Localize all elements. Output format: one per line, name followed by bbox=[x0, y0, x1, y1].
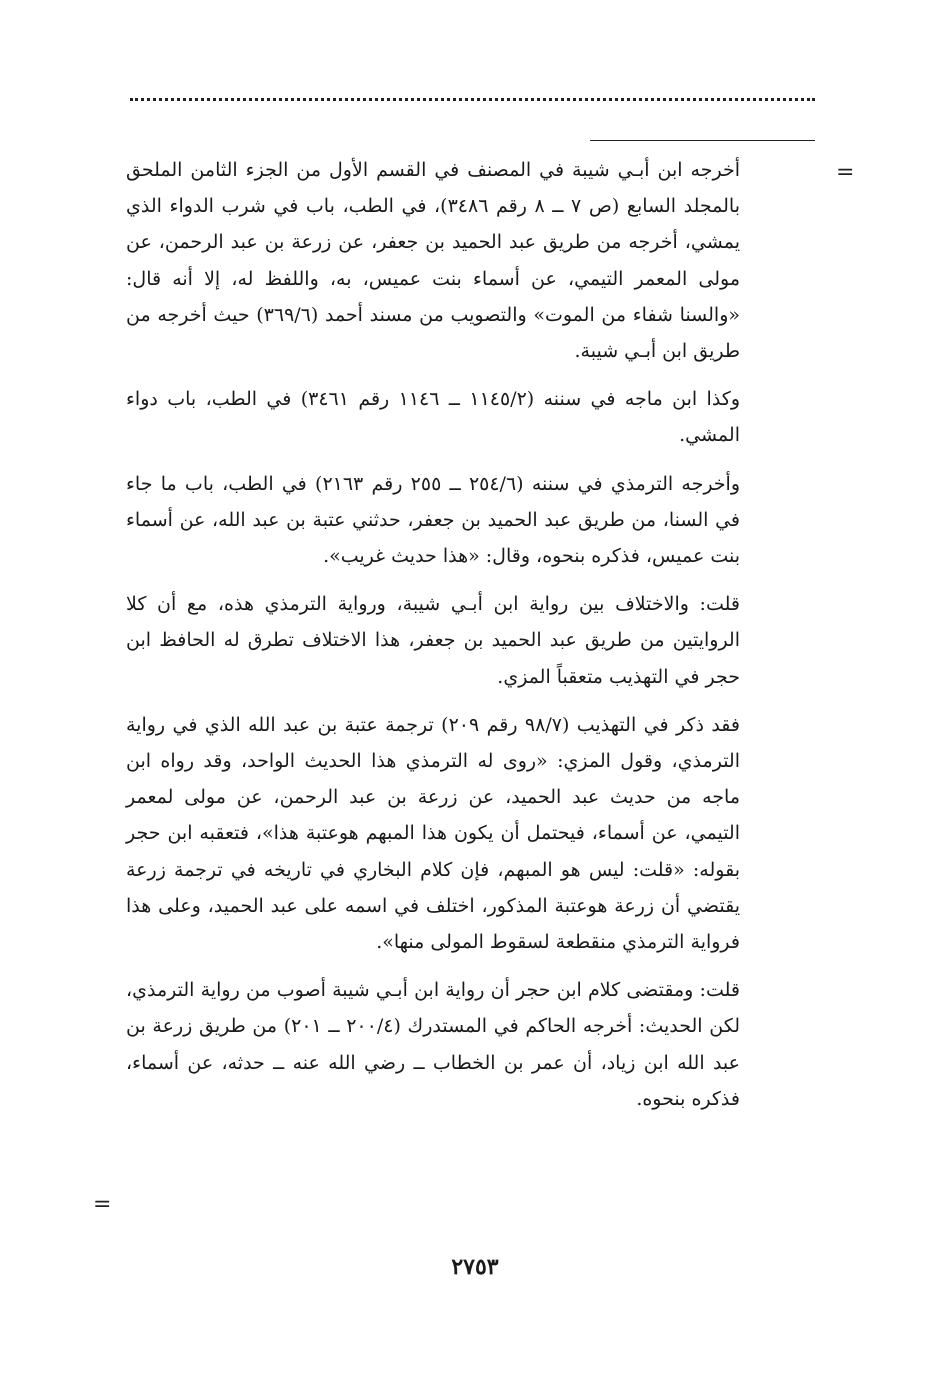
paragraph-2: وكذا ابن ماجه في سننه (١١٤٥/٢ ــ ١١٤٦ رقم ٣٤٦١) في الطب، باب دواء المشي. bbox=[126, 388, 741, 447]
footnote-body bbox=[126, 152, 740, 1129]
paragraph-6: قلت: ومقتضى كلام ابن حجر أن رواية ابن أبـي شيبة أصوب من رواية الترمذي، لكن الحديث: أخرجه الحاكم في المستدرك (٢٠٠/٤ ــ ٢٠١) من طريق زرعة بن عبد الله ابن زياد، أن عمر بن الخطاب ــ رضي الله عنه ــ حدثه، عن أسماء، فذكره بنحوه. bbox=[126, 979, 741, 1110]
paragraph-1: أخرجه ابن أبـي شيبة في المصنف في القسم الأول من الجزء الثامن الملحق بالمجلد السابع (ص ٧ ــ ٨ رقم ٣٤٨٦)، في الطب، باب في شرب الدواء الذي يمشي، أخرجه من طريق عبد الحميد بن جعفر، عن زرعة بن عبد الرحمن، عن مولى المعمر التيمي، عن أسماء بنت عميس، به، واللفظ له، إلا أنه قال: «والسنا شفاء من الموت» والتصويب من مسند أحمد (٣٦٩/٦) حيث أخرجه من طريق ابن أبـي شيبة. bbox=[126, 159, 741, 363]
paragraph-5: فقد ذكر في التهذيب (٩٨/٧ رقم ٢٠٩) ترجمة عتبة بن عبد الله الذي في رواية الترمذي، وقول المزي: «روى له الترمذي هذا الحديث الواحد، وقد رواه ابن ماجه من حديث عبد الحميد، عن زرعة بن عبد الرحمن، عن مولى لمعمر التيمي، عن أسماء، فيحتمل أن يكون هذا المبهم هوعتبة هذا»، فتعقبه ابن حجر بقوله: «قلت: ليس هو المبهم، فإن كلام البخاري في تاريخه في ترجمة زرعة يقتضي أن زرعة هوعتبة المذكور، اختلف في اسمه على عبد الحميد، وعلى هذا فرواية الترمذي منقطعة لسقوط المولى منها». bbox=[126, 713, 741, 954]
footnote-rule bbox=[590, 140, 815, 141]
continuation-mark-top: = bbox=[836, 160, 855, 185]
paragraph-4: قلت: والاختلاف بين رواية ابن أبـي شيبة، ورواية الترمذي هذه، مع أن كلا الروايتين من طريق عبد الحميد بن جعفر، هذا الاختلاف تطرق له الحافظ ابن حجر في التهذيب متعقباً المزي. bbox=[126, 593, 740, 688]
paragraph-3: وأخرجه الترمذي في سننه (٢٥٤/٦ ــ ٢٥٥ رقم ٢١٦٣) في الطب، باب ما جاء في السنا، من طريق عبد الحميد بن جعفر، حدثني عتبة بن عبد الله، عن أسماء بنت عميس، فذكره بنحوه، وقال: «هذا حديث غريب». bbox=[126, 472, 741, 568]
page-number: ٢٧٥٣ bbox=[451, 1254, 499, 1280]
dotted-separator bbox=[130, 88, 815, 101]
continuation-mark-bottom: = bbox=[93, 1192, 112, 1217]
